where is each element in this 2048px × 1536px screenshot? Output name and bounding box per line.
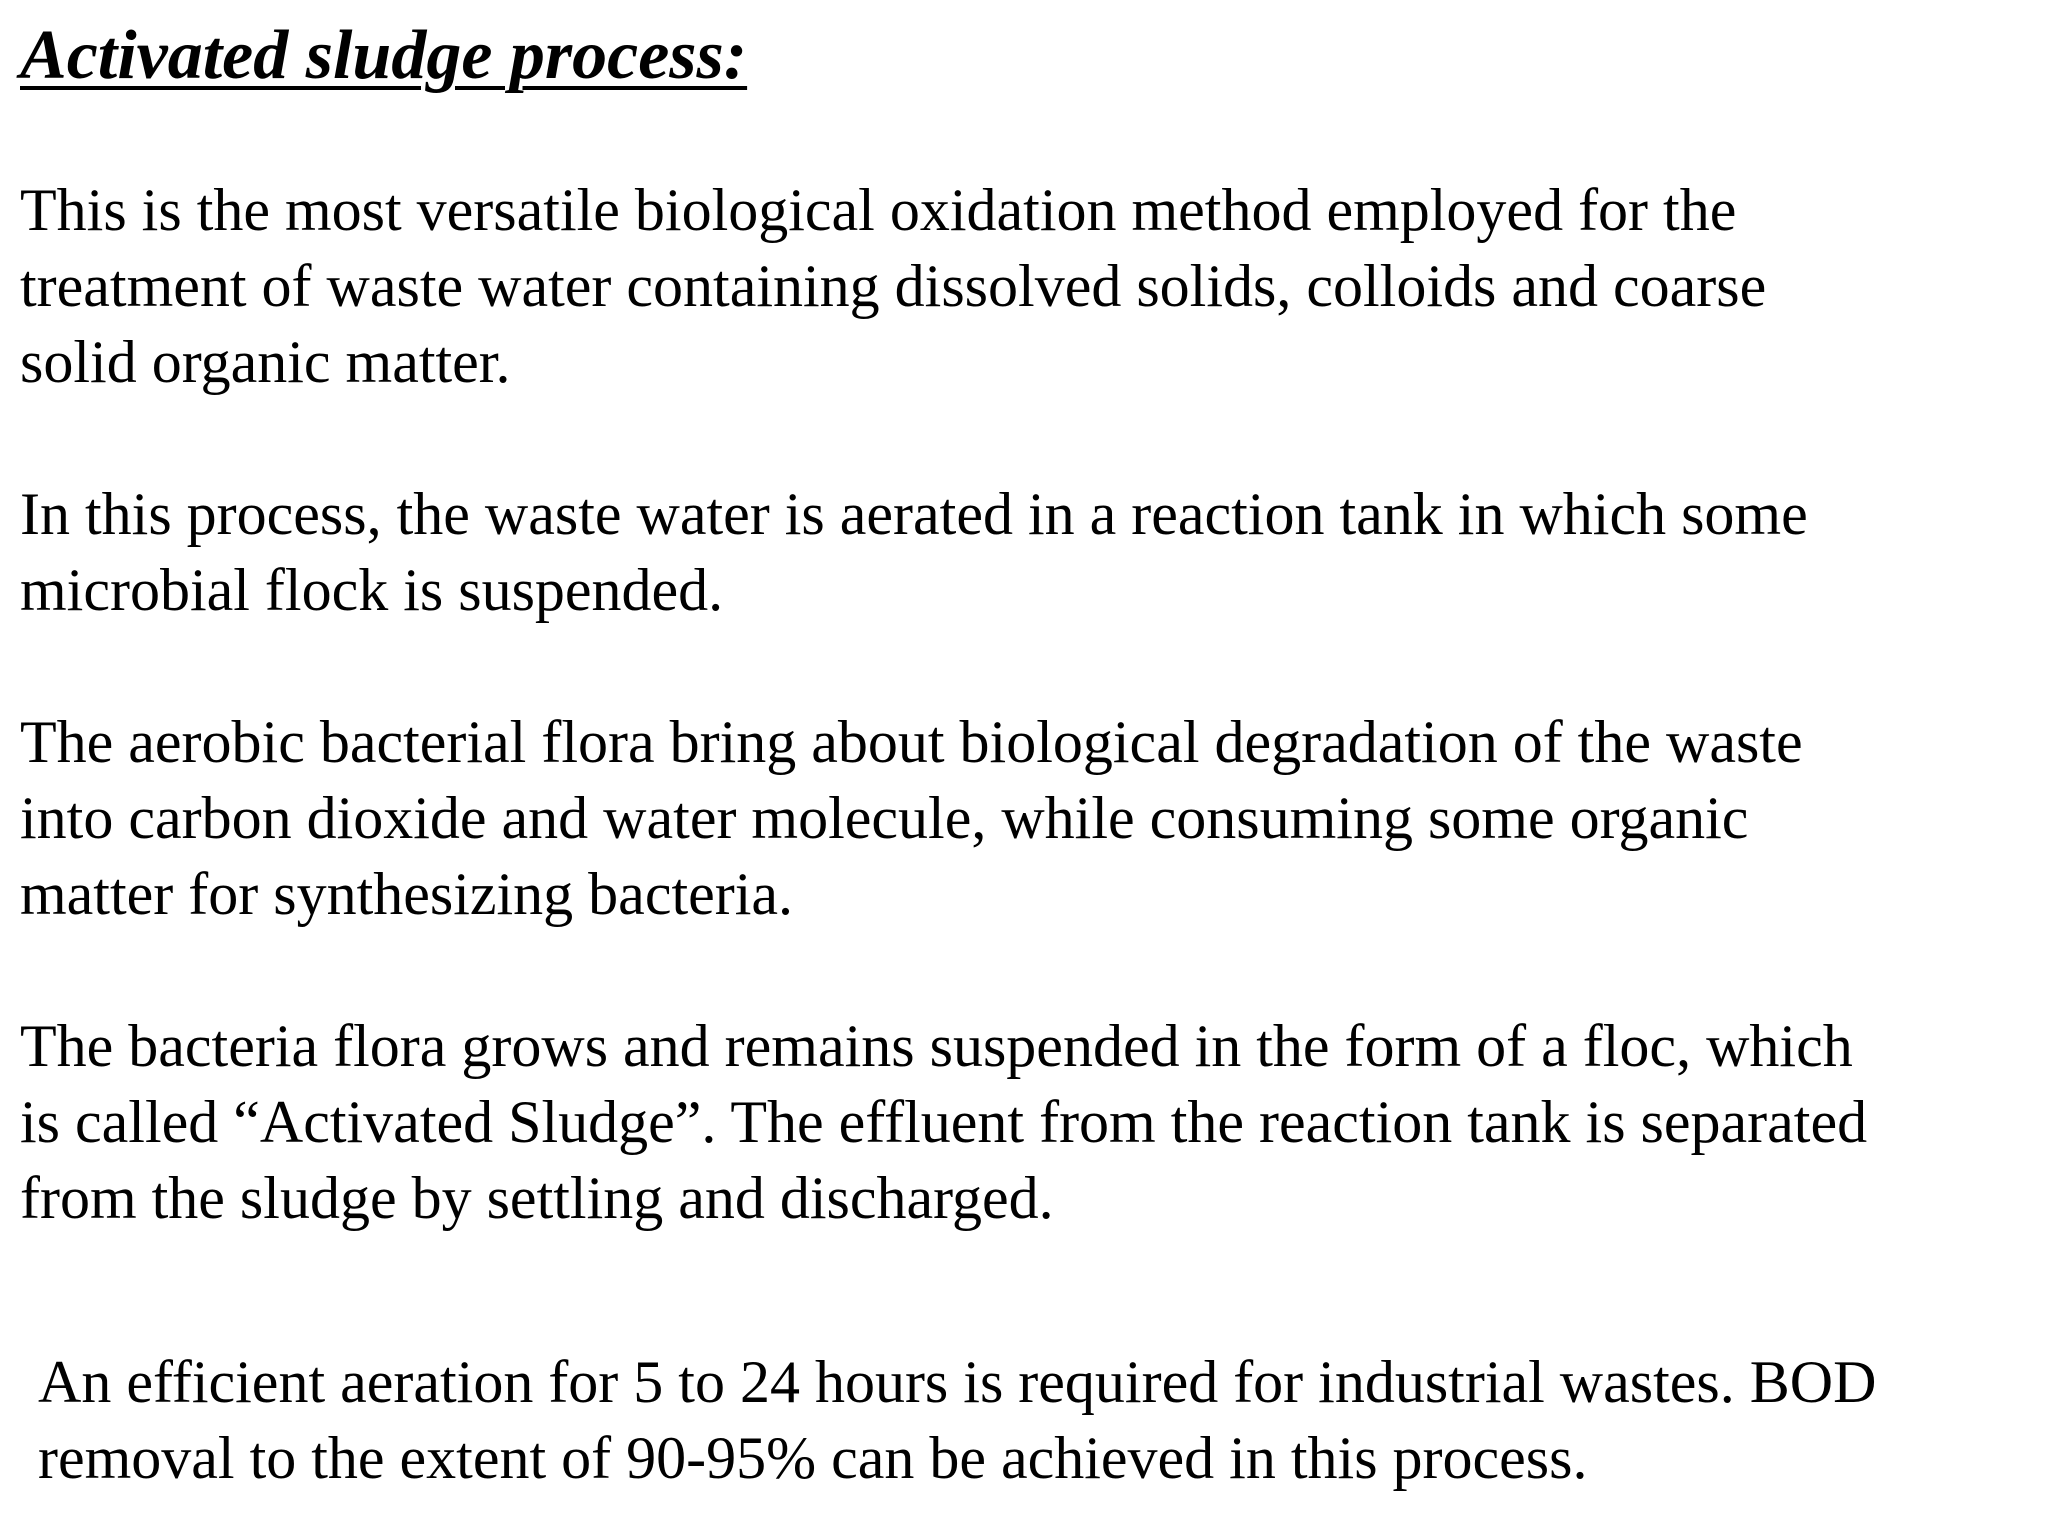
paragraph-activated-sludge: The bacteria flora grows and remains suspended in the form of a floc, which is called “Activated Sludge”. The effluent from the reaction tank is separated from the sludge by settling and discharged. <box>20 1013 1868 1231</box>
slide-title: Activated sludge process: <box>20 17 748 94</box>
paragraph-degradation: The aerobic bacterial flora bring about biological degradation of the waste into carbon dioxide and water molecule, while consuming some organic matter for synthesizing bacteria. <box>20 709 1803 927</box>
paragraph-aeration: In this process, the waste water is aerated in a reaction tank in which some microbial flock is suspended. <box>20 481 1808 623</box>
paragraph-bod-removal: An efficient aeration for 5 to 24 hours is required for industrial wastes. BOD removal to the extent of 90-95% can be achieved in this process. <box>38 1349 1877 1491</box>
paragraph-intro: This is the most versatile biological oxidation method employed for the treatment of waste water containing dissolved solids, colloids and coarse solid organic matter. <box>20 177 1767 395</box>
